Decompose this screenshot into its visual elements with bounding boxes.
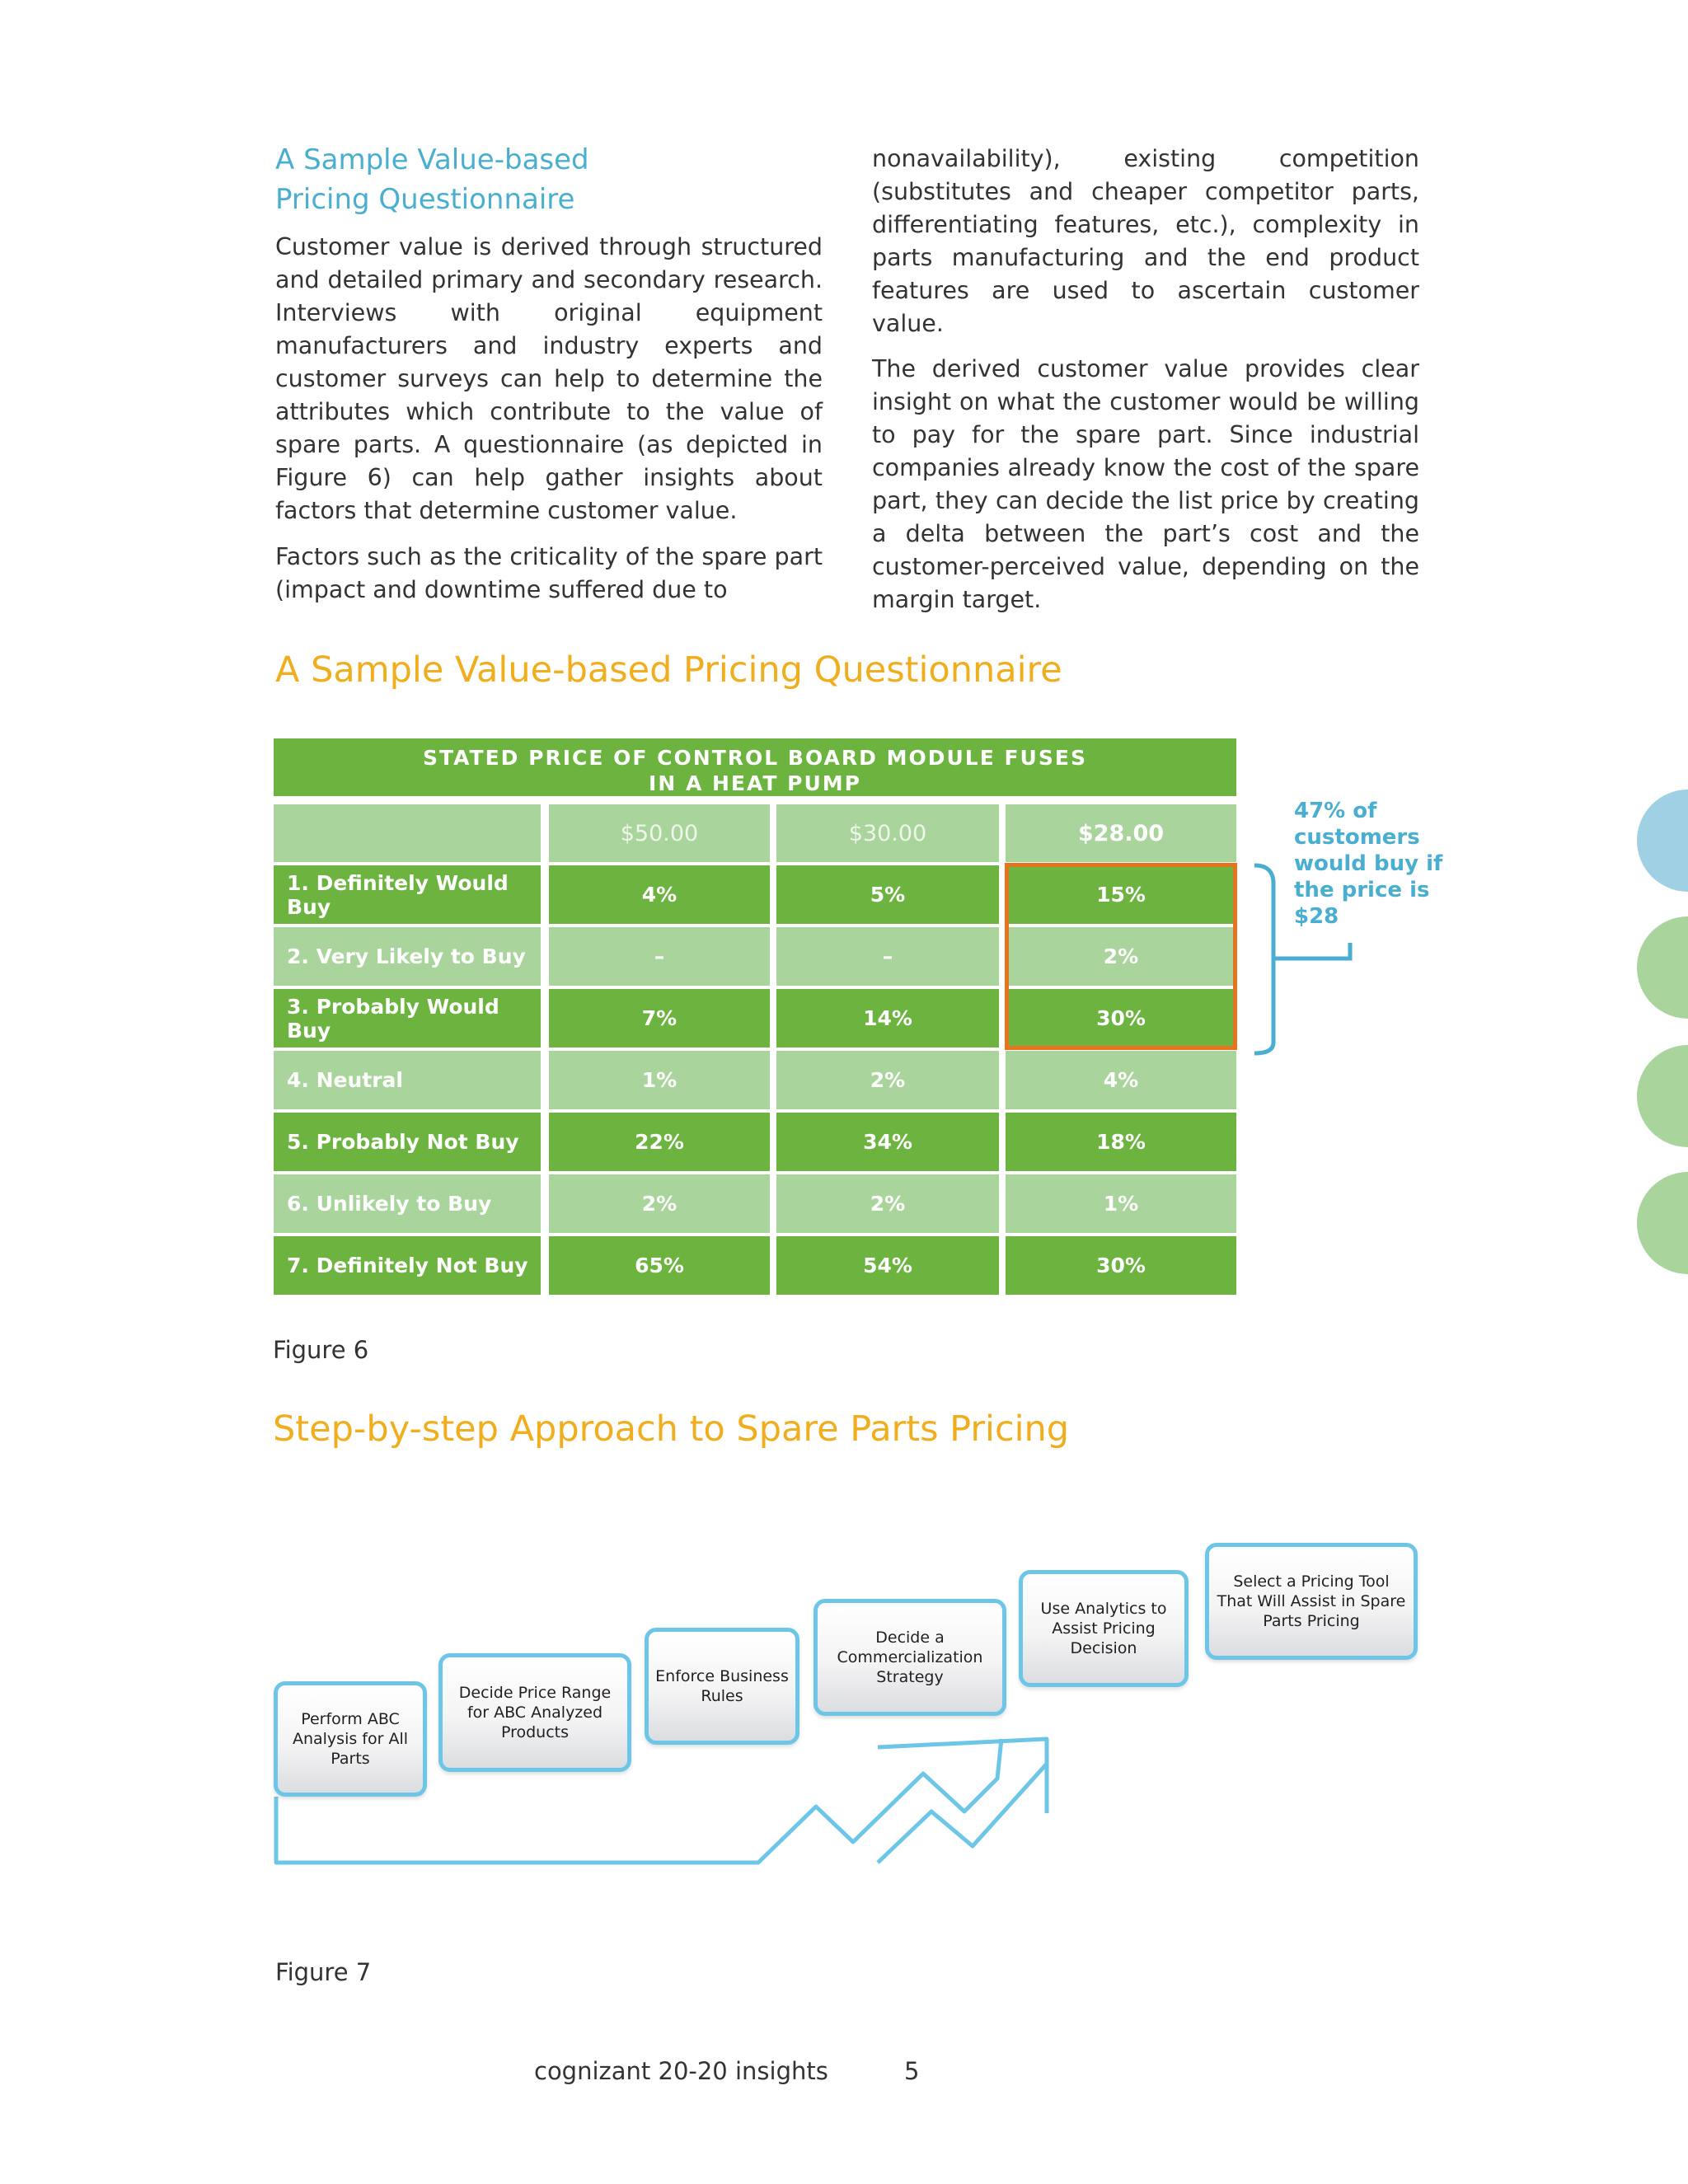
row-7-value-30: 54% xyxy=(776,1236,999,1295)
step-5: Use Analytics to Assist Pricing Decision xyxy=(1019,1570,1189,1687)
row-label-7: 7. Definitely Not Buy xyxy=(274,1236,541,1295)
intro-paragraph-3: nonavailability), existing competition (substitutes and cheaper competitor parts, differentiating features, etc.), complexity in parts manufacturing and the end product features are used to ascertain customer value. xyxy=(872,145,1419,337)
row-3-value-30: 14% xyxy=(776,989,999,1047)
table-header-line-1: STATED PRICE OF CONTROL BOARD MODULE FUSES xyxy=(423,746,1087,770)
intro-paragraph-2: Factors such as the criticality of the spare part (impact and downtime suffered due to xyxy=(275,543,823,603)
price-row-empty-cell xyxy=(274,804,541,862)
row-1-value-50: 4% xyxy=(549,865,770,924)
step-3: Enforce Business Rules xyxy=(645,1628,799,1745)
row-5-value-30: 34% xyxy=(776,1113,999,1171)
decorative-dot-green-1 xyxy=(1637,916,1688,1019)
pricing-questionnaire-table xyxy=(274,738,1236,1299)
row-6-value-28: 1% xyxy=(1006,1174,1236,1233)
price-50: $50.00 xyxy=(549,804,770,862)
row-3-value-50: 7% xyxy=(549,989,770,1047)
figure6-caption: Figure 6 xyxy=(273,1336,369,1364)
price-30: $30.00 xyxy=(776,804,999,862)
step-6: Select a Pricing Tool That Will Assist in Spare Parts Pricing xyxy=(1205,1543,1418,1660)
row-3-value-28: 30% xyxy=(1006,989,1236,1047)
row-7-value-50: 65% xyxy=(549,1236,770,1295)
row-label-5: 5. Probably Not Buy xyxy=(274,1113,541,1171)
row-6-value-50: 2% xyxy=(549,1174,770,1233)
figure7-caption: Figure 7 xyxy=(275,1958,372,1986)
row-2-value-50: – xyxy=(549,927,770,986)
page-footer xyxy=(534,2057,920,2085)
decorative-dot-blue xyxy=(1637,790,1688,892)
row-label-6: 6. Unlikely to Buy xyxy=(274,1174,541,1233)
intro-paragraph-1: Customer value is derived through structured and detailed primary and secondary research. Interviews with original equipment manufacturers and industry experts and customer surveys can help to determine the attributes which contribute to the value of spare parts. A questionnaire (as depicted in Figure 6) can help gather insights about factors that determine customer value. xyxy=(275,233,823,524)
row-1-value-28: 15% xyxy=(1006,865,1236,924)
footer-brand: cognizant 20-20 insights xyxy=(534,2057,828,2085)
row-4-value-30: 2% xyxy=(776,1051,999,1109)
price-28: $28.00 xyxy=(1006,804,1236,862)
intro-right-column xyxy=(872,143,1419,616)
row-label-2: 2. Very Likely to Buy xyxy=(274,927,541,986)
table-header xyxy=(274,738,1236,796)
row-5-value-28: 18% xyxy=(1006,1113,1236,1171)
row-2-value-28: 2% xyxy=(1006,927,1236,986)
highlight-box xyxy=(1005,863,1237,1050)
step-4: Decide a Commercialization Strategy xyxy=(814,1599,1006,1716)
table-header-line-2: IN A HEAT PUMP xyxy=(649,771,861,795)
figure7-title: Step-by-step Approach to Spare Parts Pricing xyxy=(273,1408,1070,1450)
row-5-value-50: 22% xyxy=(549,1113,770,1171)
page-number: 5 xyxy=(904,2057,920,2085)
row-label-3: 3. Probably Would Buy xyxy=(274,989,541,1047)
callout-text: 47% of customers would buy if the price is $28 xyxy=(1294,799,1443,929)
row-1-value-30: 5% xyxy=(776,865,999,924)
row-7-value-28: 30% xyxy=(1006,1236,1236,1295)
step-1: Perform ABC Analysis for All Parts xyxy=(274,1681,427,1797)
row-label-4: 4. Neutral xyxy=(274,1051,541,1109)
row-4-value-28: 4% xyxy=(1006,1051,1236,1109)
step-2: Decide Price Range for ABC Analyzed Products xyxy=(438,1653,631,1772)
decorative-dot-green-3 xyxy=(1637,1172,1688,1274)
intro-paragraph-4: The derived customer value provides clear insight on what the customer would be willing to pay for the spare part. Since industrial companies already know the cost of the spare part, they can decide the list price by creating a delta between the part’s cost and the customer-perceived value, depending on the margin target. xyxy=(872,355,1419,613)
row-6-value-30: 2% xyxy=(776,1174,999,1233)
intro-left-column xyxy=(275,140,823,607)
figure6-title: A Sample Value-based Pricing Questionnaire xyxy=(275,649,1062,691)
row-4-value-50: 1% xyxy=(549,1051,770,1109)
decorative-dot-green-2 xyxy=(1637,1045,1688,1147)
row-2-value-30: – xyxy=(776,927,999,986)
intro-heading: A Sample Value-based Pricing Questionnaire xyxy=(275,143,589,216)
row-label-1: 1. Definitely Would Buy xyxy=(274,865,541,924)
